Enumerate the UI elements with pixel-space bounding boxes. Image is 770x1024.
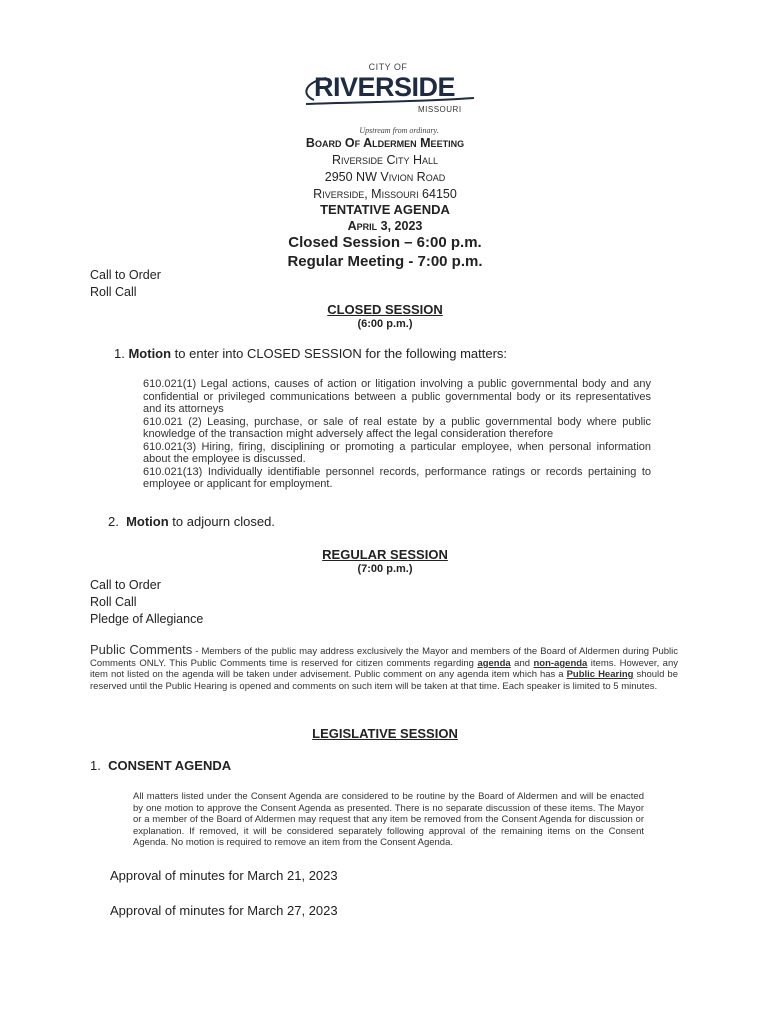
- street-address: 2950 NW Vivion Road: [324, 170, 446, 184]
- item-number: 2.: [108, 514, 119, 529]
- regular-meeting-time: Regular Meeting - 7:00 p.m.: [287, 253, 483, 270]
- closed-item-1: [114, 346, 507, 361]
- closed-session-time: Closed Session – 6:00 p.m.: [288, 234, 482, 251]
- logo-missouri: MISSOURI: [418, 105, 462, 114]
- motion-text: to adjourn closed.: [168, 514, 275, 529]
- public-comments-text: should be reserved until the Public Hearing is opened and comments on such item will be taken at that time. Each speaker is limited to 5 minutes.: [90, 669, 679, 692]
- logo-riverside: RIVERSIDE: [314, 72, 456, 102]
- consent-agenda-heading: [90, 758, 231, 773]
- statute-item: 610.021 (2) Leasing, purchase, or sale of real estate by a public governmental body where public knowledge of the transaction might adversely affect the legal consideration therefore: [143, 415, 651, 440]
- call-to-order: Call to Order: [90, 268, 161, 282]
- item-number: 1.: [114, 346, 125, 361]
- pledge-of-allegiance: Pledge of Allegiance: [90, 612, 204, 626]
- motion-label: Motion: [126, 514, 169, 529]
- board-meeting-title: Board Of Aldermen Meeting: [305, 136, 465, 150]
- item-number: 1.: [90, 758, 101, 773]
- roll-call: Roll Call: [90, 285, 137, 299]
- agenda-word: agenda: [477, 657, 511, 669]
- regular-session-heading: REGULAR SESSION: [322, 547, 448, 562]
- logo-city-of: CITY OF: [368, 62, 408, 72]
- public-comments-label: Public Comments: [90, 642, 193, 657]
- public-comments-text: - Members of the public may address exclusively the Mayor and members of the Board of Aldermen during Public Comments ONLY. This Public Comments time is reserved for citizen comments regarding: [90, 646, 678, 669]
- consent-agenda-text: All matters listed under the Consent Agenda are considered to be routine by the Board of Aldermen and will be enacted by one motion to approve the Consent Agenda as presented. There is no separate discussion of these items. The Mayor or a member of the Board of Aldermen may request that any item be removed from the Consent Agenda for discussion or explanation. If removed, it will be considered separately following approval of the remaining items on the Consent Agenda. No motion is required to remove an item from the Consent Agenda.: [133, 791, 644, 848]
- statute-item: 610.021(3) Hiring, firing, disciplining or promoting a particular employee, when personal information about the employee is discussed.: [143, 440, 651, 465]
- logo-tagline: Upstream from ordinary.: [359, 126, 439, 135]
- regular-call-to-order: Call to Order: [90, 578, 161, 592]
- regular-session-time-label: (7:00 p.m.): [357, 563, 413, 575]
- agenda-title: TENTATIVE AGENDA: [320, 202, 450, 217]
- statute-item: 610.021(1) Legal actions, causes of action or litigation involving a public governmental body and any confidential or privileged communications between a public governmental body or its representatives and its attorneys: [143, 378, 651, 415]
- motion-label: Motion: [128, 346, 172, 361]
- public-comments-paragraph: [90, 644, 678, 692]
- closed-session-heading: CLOSED SESSION: [327, 302, 443, 317]
- regular-roll-call: Roll Call: [90, 595, 137, 609]
- statute-list: [143, 378, 651, 491]
- legislative-session-heading: LEGISLATIVE SESSION: [312, 726, 458, 741]
- closed-item-2: [108, 514, 275, 529]
- consent-agenda-title: CONSENT AGENDA: [108, 758, 232, 773]
- non-agenda-word: non-agenda: [533, 657, 588, 669]
- public-hearing-word: Public Hearing: [566, 669, 634, 680]
- city-logo: [296, 62, 480, 124]
- minutes-approval-2: Approval of minutes for March 27, 2023: [110, 903, 338, 918]
- public-comments-text: and: [510, 657, 534, 669]
- motion-text: to enter into CLOSED SESSION for the following matters:: [171, 346, 508, 361]
- statute-item: 610.021(13) Individually identifiable personnel records, performance ratings or records pertaining to employee or applicant for employment.: [143, 465, 651, 490]
- meeting-date: April 3, 2023: [347, 219, 423, 233]
- public-comments-text: items. However, any item not listed on the agenda will be taken under advisement. Public comment on any agenda item which has a: [90, 657, 678, 680]
- city-state-zip: Riverside, Missouri 64150: [313, 187, 457, 201]
- city-hall: Riverside City Hall: [331, 153, 439, 167]
- closed-session-time-label: (6:00 p.m.): [357, 318, 413, 330]
- minutes-approval-1: Approval of minutes for March 21, 2023: [110, 868, 338, 883]
